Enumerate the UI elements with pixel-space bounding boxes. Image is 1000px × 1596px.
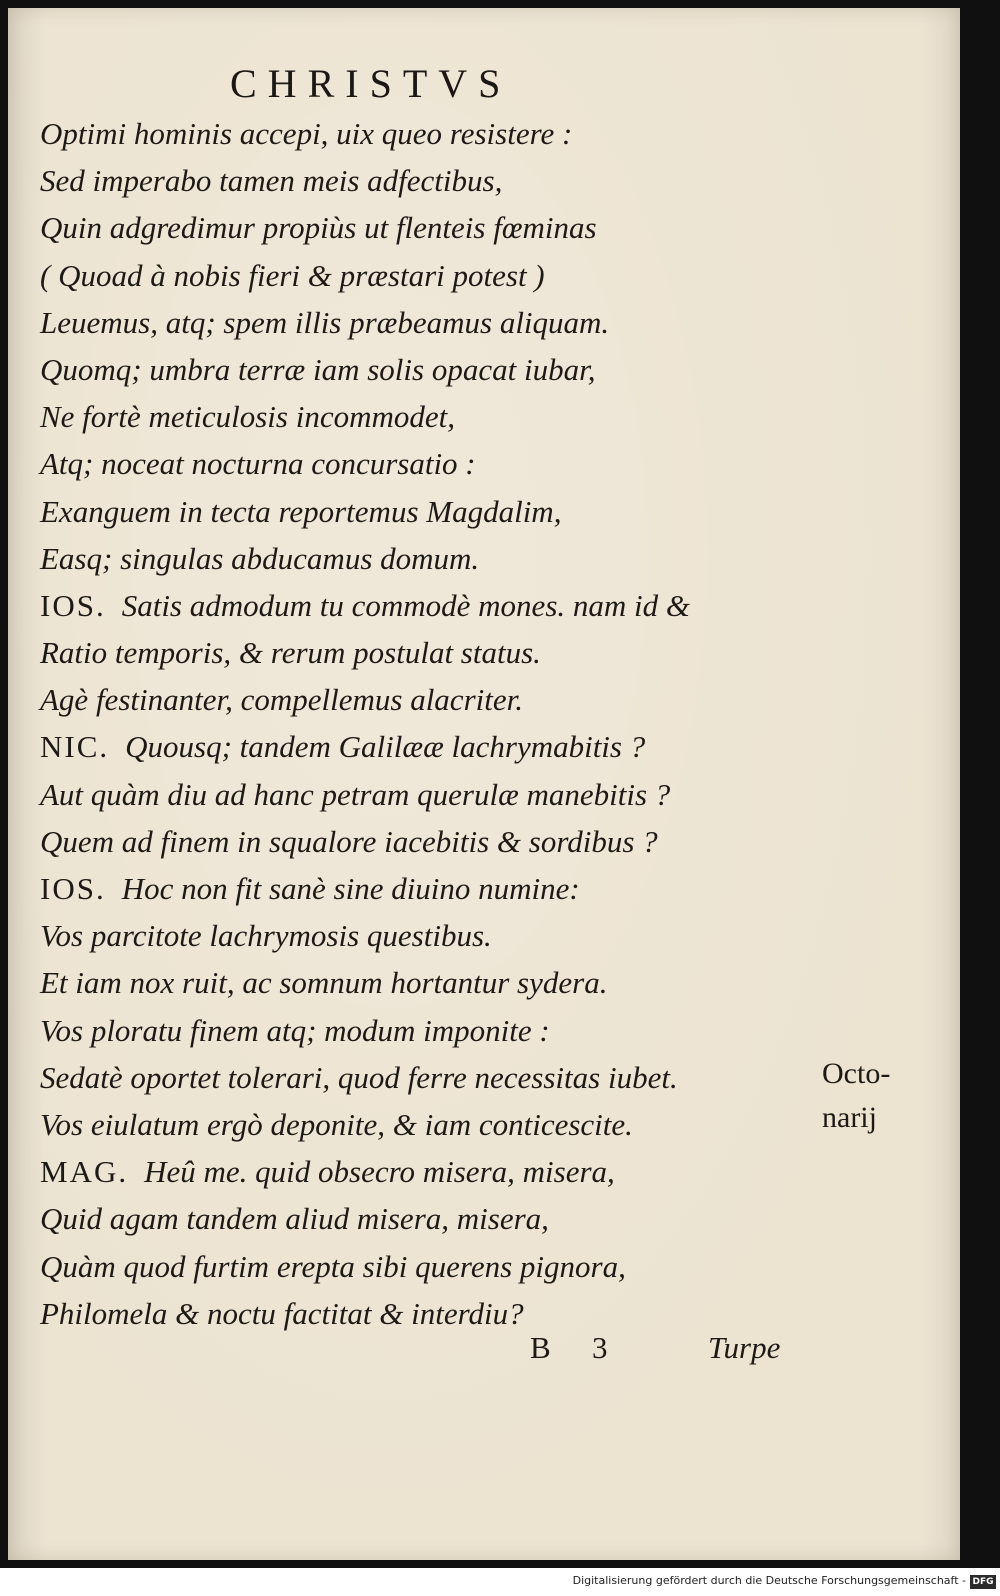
verse-line xyxy=(40,1195,820,1242)
verse-line xyxy=(40,110,820,157)
verse-line-text: Quousq; tandem Galilææ lachrymabitis ? xyxy=(125,729,646,765)
speaker-label: MAG. xyxy=(40,1154,129,1190)
verse-line xyxy=(40,582,820,629)
margin-note xyxy=(822,1052,890,1140)
verse-line-text: Quomq; umbra terræ iam solis opacat iubar, xyxy=(40,351,596,387)
verse-line-text: Vos eiulatum ergò deponite, & iam conticescite. xyxy=(40,1106,633,1142)
verse-line xyxy=(40,1101,820,1148)
verse-text xyxy=(40,110,820,1337)
verse-line-text: Hoc non fit sanè sine diuino numine: xyxy=(121,871,580,906)
catchword: Turpe xyxy=(708,1330,781,1365)
verse-line-text: Ratio temporis, & rerum postulat status. xyxy=(40,635,541,671)
credit-text: Digitalisierung gefördert durch die Deutsche Forschungsgemeinschaft - xyxy=(572,1574,966,1587)
verse-line xyxy=(40,488,820,535)
verse-line xyxy=(40,1290,820,1337)
verse-line-text: Ne fortè meticulosis incommodet, xyxy=(40,399,455,435)
speaker-label: IOS. xyxy=(40,587,106,623)
verse-line xyxy=(40,676,820,723)
speaker-label: IOS. xyxy=(40,871,106,906)
verse-line-text: Quin adgredimur propiùs ut flenteis fœminas xyxy=(40,210,597,246)
verse-line xyxy=(40,204,820,251)
verse-line xyxy=(40,252,820,299)
verse-line-text: Quem ad finem in squalore iacebitis & sordibus ? xyxy=(40,823,658,859)
verse-line-text: Sed imperabo tamen meis adfectibus, xyxy=(40,163,503,199)
verse-line-text: Optimi hominis accepi, uix queo resistere : xyxy=(40,116,573,151)
verse-line xyxy=(40,299,820,346)
verse-line xyxy=(40,157,820,204)
verse-line-text: Agè festinanter, compellemus alacriter. xyxy=(40,682,523,718)
verse-line xyxy=(40,959,820,1006)
verse-line xyxy=(40,346,820,393)
verse-line xyxy=(40,629,820,676)
verse-line xyxy=(40,723,820,770)
verse-line xyxy=(40,1054,820,1101)
running-head: CHRISTVS xyxy=(230,61,512,106)
verse-line-text: Sedatè oportet tolerari, quod ferre necessitas iubet. xyxy=(40,1059,678,1095)
verse-line-text: ( Quoad à nobis fieri & præstari potest ) xyxy=(40,257,545,293)
verse-line-text: Quid agam tandem aliud misera, misera, xyxy=(40,1201,549,1237)
verse-line-text: Satis admodum tu commodè mones. nam id & xyxy=(121,587,690,623)
verse-line xyxy=(40,1007,820,1054)
signature-letter: B xyxy=(530,1330,551,1365)
verse-line xyxy=(40,912,820,959)
verse-line xyxy=(40,535,820,582)
verse-line xyxy=(40,771,820,818)
verse-line xyxy=(40,818,820,865)
verse-line xyxy=(40,1148,820,1195)
verse-line-text: Philomela & noctu factitat & interdiu? xyxy=(40,1295,524,1331)
verse-line xyxy=(40,1243,820,1290)
digitization-credit xyxy=(0,1570,1000,1596)
margin-note-line: narij xyxy=(822,1101,877,1134)
dfg-logo: DFG xyxy=(970,1575,996,1589)
margin-note-line: Octo- xyxy=(822,1057,891,1090)
verse-line xyxy=(40,865,820,912)
verse-line-text: Quàm quod furtim erepta sibi querens pignora, xyxy=(40,1248,626,1284)
verse-line-text: Vos ploratu finem atq; modum imponite : xyxy=(40,1012,550,1048)
verse-line xyxy=(40,440,820,487)
verse-line-text: Aut quàm diu ad hanc petram querulæ manebitis ? xyxy=(40,776,671,812)
signature-number: 3 xyxy=(592,1330,608,1365)
book-page xyxy=(8,8,960,1560)
verse-line xyxy=(40,393,820,440)
verse-line-text: Et iam nox ruit, ac somnum hortantur syderа. xyxy=(40,965,608,1001)
verse-line-text: Easq; singulas abducamus domum. xyxy=(40,540,480,576)
verse-line-text: Vos parcitote lachrymosis questibus. xyxy=(40,918,492,954)
verse-line-text: Leuemus, atq; spem illis præbeamus aliquam. xyxy=(40,304,610,340)
verse-line-text: Heû me. quid obsecro misera, misera, xyxy=(144,1154,615,1190)
verse-line-text: Exanguem in tecta reportemus Magdalim, xyxy=(40,493,562,529)
verse-line-text: Atq; noceat nocturna concursatio : xyxy=(40,446,476,482)
speaker-label: NIC. xyxy=(40,729,110,765)
